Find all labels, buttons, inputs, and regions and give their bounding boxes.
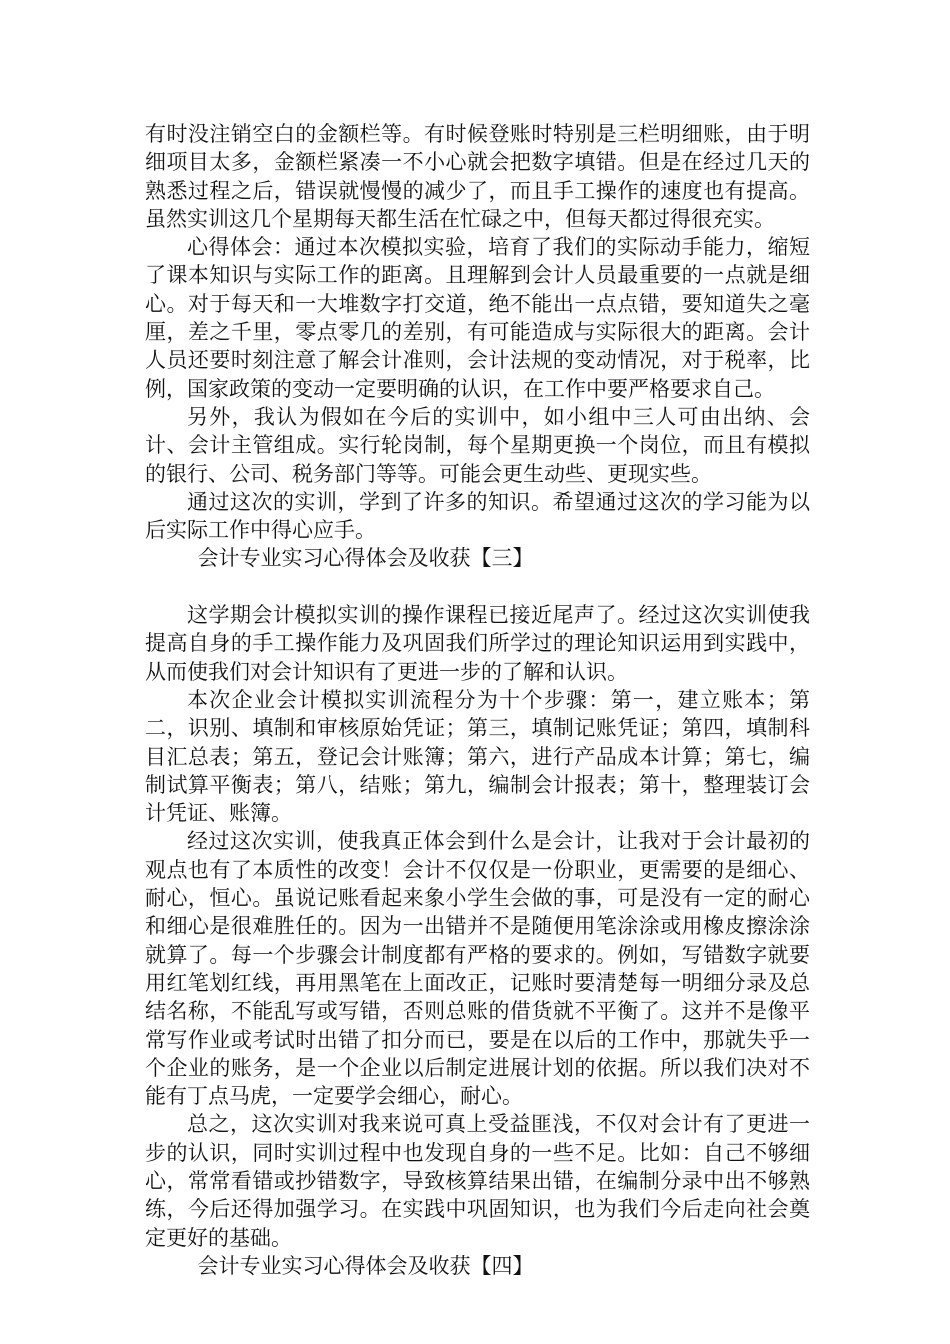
paragraph-suggestion: 另外，我认为假如在今后的实训中，如小组中三人可由出纳、会计、会计主管组成。实行轮岗制，每个星期更换一个岗位，而且有模拟的银行、公司、税务部门等等。可能会更生动些、更现实些。: [145, 404, 810, 486]
paragraph-summary: 总之，这次实训对我来说可真上受益匪浅，不仅对会计有了更进一步的认识，同时实训过程中也发现自身的一些不足。比如：自己不够细心，常常看错或抄错数字，导致核算结果出错，在编制分录中出不够熟练，今后还得加强学习。在实践中巩固知识，也为我们今后走向社会奠定更好的基础。: [145, 1112, 810, 1250]
paragraph-conclusion: 通过这次的实训，学到了许多的知识。希望通过这次的学习能为以后实际工作中得心应手。: [145, 489, 810, 543]
paragraph-steps: 本次企业会计模拟实训流程分为十个步骤：第一，建立账本；第二，识别、填制和审核原始凭证；第三，填制记账凭证；第四，填制科目汇总表；第五，登记会计账簿；第六，进行产品成本计算；第七，编制试算平衡表；第八，结账；第九，编制会计报表；第十，整理装订会计凭证、账簿。: [145, 687, 810, 826]
document-page: [145, 120, 810, 1280]
paragraph-continuation: 有时没注销空白的金额栏等。有时候登账时特别是三栏明细账，由于明细项目太多，金额栏紧凑一不小心就会把数字填错。但是在经过几天的熟悉过程之后，错误就慢慢的减少了，而且手工操作的速度也有提高。虽然实训这几个星期每天都生活在忙碌之中，但每天都过得很充实。: [145, 122, 810, 231]
section-heading-3: 会计专业实习心得体会及收获【三】: [197, 546, 534, 571]
paragraph-reflection: 心得体会：通过本次模拟实验，培育了我们的实际动手能力，缩短了课本知识与实际工作的距离。且理解到会计人员最重要的一点就是细心。对于每天和一大堆数字打交道，绝不能出一点点错，要知道失之毫厘，差之千里，零点零几的差别，有可能造成与实际很大的距离。会计人员还要时刻注意了解会计准则，会计法规的变动情况，对于税率，比例，国家政策的变动一定要明确的认识，在工作中要严格要求自己。: [145, 235, 810, 401]
paragraph-intro: 这学期会计模拟实训的操作课程已接近尾声了。经过这次实训使我提高自身的手工操作能力及巩固我们所学过的理论知识运用到实践中，从而使我们对会计知识有了更进一步的了解和认识。: [145, 603, 810, 684]
blank-line: [145, 573, 810, 601]
paragraph-experience: 经过这次实训，使我真正体会到什么是会计，让我对于会计最初的观点也有了本质性的改变！会计不仅仅是一份职业，更需要的是细心、耐心，恒心。虽说记账看起来象小学生会做的事，可是没有一定的耐心和细心是很难胜任的。因为一出错并不是随便用笔涂涂或用橡皮擦涂涂就算了。每一个步骤会计制度都有严格的要求的。例如，写错数字就要用红笔划红线，再用黑笔在上面改正，记账时要清楚每一明细分录及总结名称，不能乱写或写错，否则总账的借货就不平衡了。这并不是像平常写作业或考试时出错了扣分而已，要是在以后的工作中，那就失乎一个企业的账务，是一个企业以后制定进展计划的依据。所以我们决对不能有丁点马虎，一定要学会细心，耐心。: [145, 829, 810, 1109]
section-heading-4: 会计专业实习心得体会及收获【四】: [197, 1253, 534, 1278]
